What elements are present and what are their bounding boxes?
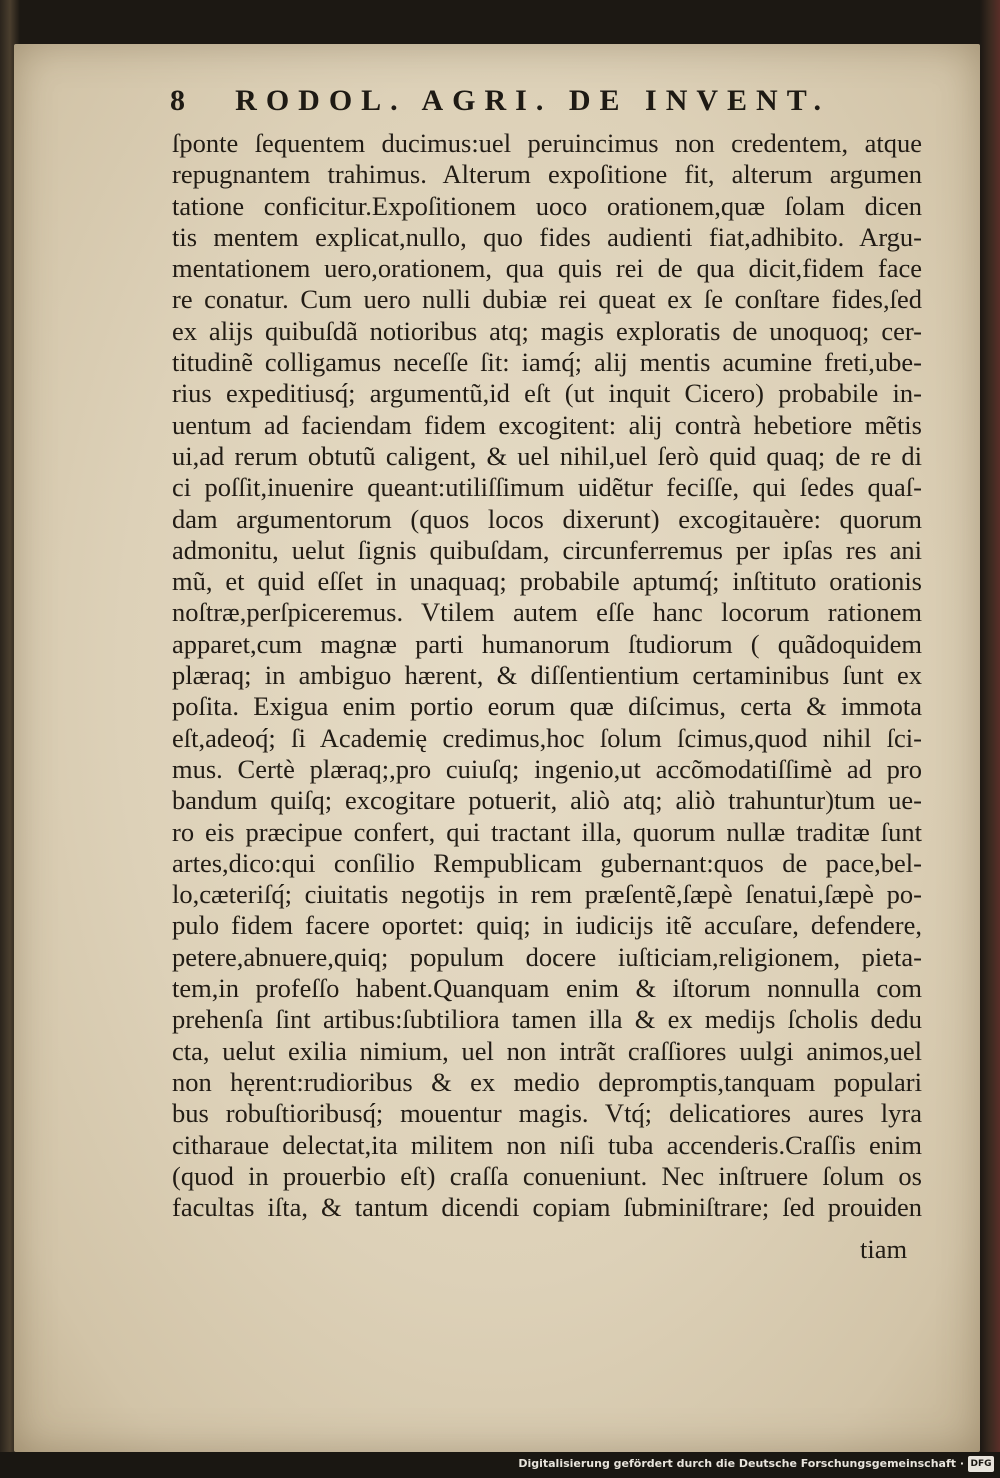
text-line: titudinẽ colligamus neceſſe ſit: iamq́; alij mentis acumine freti,ube-	[172, 347, 922, 378]
text-line: ui,ad rerum obtutũ caligent, & uel nihil,uel ſerò quid quaq; de re di	[172, 440, 922, 471]
text-line: uentum ad faciendam fidem excogitent: alij contrà hebetiore mẽtis	[172, 409, 922, 440]
text-line: prehenſa ſint artibus:ſubtiliora tamen illa & ex medijs ſcholis dedu	[172, 1004, 922, 1035]
text-line: non hęrent:rudioribus & ex medio depromptis,tanquam populari	[172, 1066, 922, 1097]
text-line: tem,in profeſſo habent.Quanquam enim & iſtorum nonnulla com	[172, 973, 922, 1004]
text-line: bandum quiſq; excogitare potuerit, aliò atq; aliò trahuntur)tum ue-	[172, 785, 922, 816]
text-line: bus robuſtioribusq́; mouentur magis. Vtq́; delicatiores aures lyra	[172, 1098, 922, 1129]
text-line: artes,dico:qui conſilio Rempublicam gubernant:quos de pace,bel-	[172, 847, 922, 878]
catchword: tiam	[860, 1234, 908, 1264]
text-line: mũ, et quid eſſet in unaquaq; probabile aptumq́; inſtituto orationis	[172, 566, 922, 597]
dfg-logo: DFG	[968, 1456, 994, 1472]
text-line: mentationem uero,orationem, qua quis rei de qua dicit,fidem face	[172, 253, 922, 284]
text-line: apparet,cum magnæ parti humanorum ſtudiorum ( quãdoquidem	[172, 628, 922, 659]
running-head-title: RODOL. AGRI. DE INVENT.	[235, 84, 830, 117]
text-line: repugnantem trahimus. Alterum expoſitione fit, alterum argumen	[172, 159, 922, 190]
text-line: (quod in prouerbio eſt) craſſa conueniunt. Nec inſtruere ſolum os	[172, 1160, 922, 1191]
text-line: re conatur. Cum uero nulli dubiæ rei queat ex ſe conſtare fides,ſed	[172, 284, 922, 315]
text-line: noſtræ,perſpiceremus. Vtilem autem eſſe hanc locorum rationem	[172, 597, 922, 628]
funding-credit: Digitalisierung gefördert durch die Deutsche Forschungsgemeinschaft ·	[518, 1457, 964, 1470]
text-line: admonitu, uelut ſignis quibuſdam, circunferremus per ipſas res ani	[172, 534, 922, 565]
text-line: tis mentem explicat,nullo, quo fides audienti fiat,adhibito. Argu-	[172, 221, 922, 252]
text-line: lo,cæteriſq́; ciuitatis negotijs in rem præſentẽ,ſæpè ſenatui,ſæpè po-	[172, 879, 922, 910]
text-line: poſita. Exigua enim portio eorum quæ diſcimus, certa & immota	[172, 691, 922, 722]
text-line: facultas iſta, & tantum dicendi copiam ſubminiſtrare; ſed prouiden	[172, 1192, 922, 1223]
page-number: 8	[170, 84, 185, 117]
body-text	[172, 128, 922, 1223]
text-line: ex alijs quibuſdã notioribus atq; magis exploratis de unoquoq; cer-	[172, 315, 922, 346]
text-line: ro eis præcipue confert, qui tractant illa, quorum nullæ traditæ ſunt	[172, 816, 922, 847]
text-line: dam argumentorum (quos locos dixerunt) excogitauère: quorum	[172, 503, 922, 534]
text-line: ſponte ſequentem ducimus:uel peruincimus non credentem, atque	[172, 128, 922, 158]
text-line: rius expeditiusq́; argumentũ,id eſt (ut inquit Cicero) probabile in-	[172, 378, 922, 409]
running-head	[170, 84, 830, 118]
text-line: tatione conficitur.Expoſitionem uoco orationem,quæ ſolam dicen	[172, 190, 922, 221]
text-line: petere,abnuere,quiq; populum docere iuſticiam,religionem, pieta-	[172, 941, 922, 972]
text-line: eſt,adeoq́; ſi Academię credimus,hoc ſolum ſcimus,quod nihil ſci-	[172, 722, 922, 753]
text-line: cta, uelut exilia nimium, uel non intrãt craſſiores uulgi animos,uel	[172, 1035, 922, 1066]
text-line: mus. Certè plæraq;,pro cuiuſq; ingenio,ut accõmodatiſſimè ad pro	[172, 753, 922, 784]
text-line: pulo fidem facere oportet: quiq; in iudicijs itẽ accuſare, defendere,	[172, 910, 922, 941]
text-line: plæraq; in ambiguo hærent, & diſſentientium certaminibus ſunt ex	[172, 660, 922, 691]
footer-bar	[0, 1452, 1000, 1478]
text-line: ci poſſit,inuenire queant:utiliſſimum uidẽtur feciſſe, qui ſedes quaſ-	[172, 472, 922, 503]
text-line: citharaue delectat,ita militem non niſi tuba accenderis.Craſſis enim	[172, 1129, 922, 1160]
